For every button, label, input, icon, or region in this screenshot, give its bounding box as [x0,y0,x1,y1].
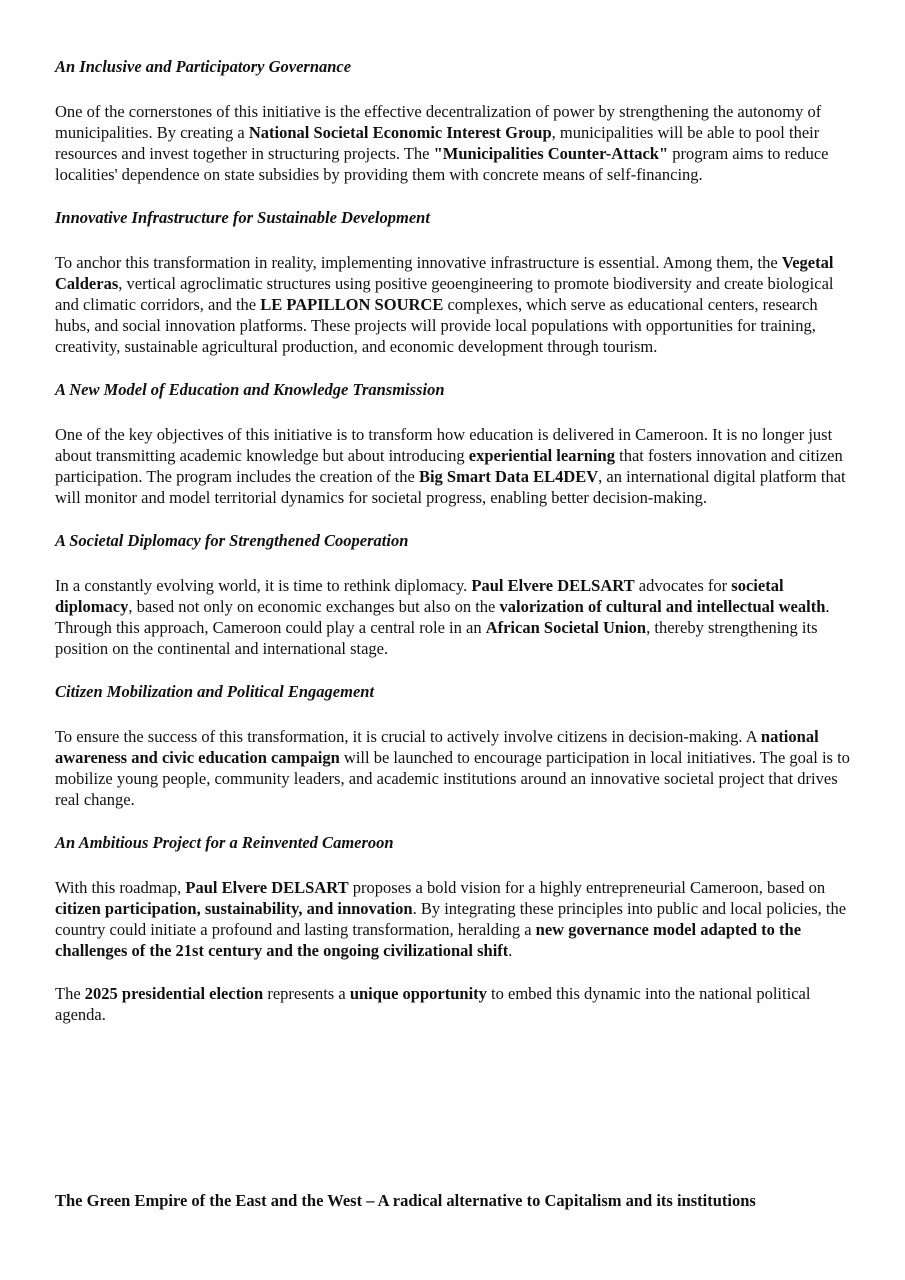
bold-phrase: societal diplomacy [55,576,784,616]
spacer [55,702,855,726]
sections-container [55,56,855,961]
section-paragraph [55,877,855,961]
text-run: , an international digital platform that will monitor and model territorial dynamics for societal progress, enabling better decision-making. [55,467,846,507]
spacer [55,853,855,877]
text-run: . By integrating these principles into public and local policies, the country could initiate a profound and lasting transformation, heralding a [55,899,847,939]
bold-phrase: valorization of cultural and intellectual wealth [499,597,826,616]
text-run: . [508,941,513,960]
bold-phrase: citizen participation, sustainability, and innovation [55,899,413,918]
section-heading: An Inclusive and Participatory Governance [55,57,352,76]
bold-phrase: LE PAPILLON SOURCE [260,295,444,314]
section-paragraph [55,575,855,659]
text-run: To ensure the success of this transformation, it is crucial to actively involve citizens in decision-making. A [55,727,761,746]
text-run: , thereby strengthening its position on the continental and international stage. [55,618,818,658]
text-run: With this roadmap, [55,878,186,897]
closing-paragraph [55,983,855,1025]
spacer [55,508,855,530]
spacer [55,185,855,207]
text-run: , municipalities will be able to pool their resources and invest together in structuring projects. The [55,123,820,163]
text-run: , based not only on economic exchanges but also on the [128,597,500,616]
page-body [55,56,855,1025]
section-paragraph [55,726,855,810]
bold-phrase: African Societal Union [485,618,647,637]
spacer [55,961,855,983]
text-run: represents a [263,984,350,1003]
text-run: One of the key objectives of this initiative is to transform how education is delivered in Cameroon. It is no longer just about transmitting academic knowledge but about introducing [55,425,833,465]
spacer [55,400,855,424]
text-run: complexes, which serve as educational centers, research hubs, and social innovation platforms. These projects will provide local populations with opportunities for training, creativity, sustainable agricultural production, and economic development through tourism. [55,295,818,356]
spacer [55,659,855,681]
section-heading: An Ambitious Project for a Reinvented Cameroon [55,833,394,852]
text-run: advocates for [634,576,732,595]
bold-phrase: Big Smart Data EL4DEV [418,467,599,486]
text-run: One of the cornerstones of this initiative is the effective decentralization of power by strengthening the autonomy of municipalities. By creating a [55,102,822,142]
section-paragraph [55,252,855,357]
text-run: The [55,984,85,1003]
text-run: , vertical agroclimatic structures using positive geoengineering to promote biodiversity and create biological and climatic corridors, and the [55,274,834,314]
section-heading: A Societal Diplomacy for Strengthened Cooperation [55,531,409,550]
bold-phrase: National Societal Economic Interest Group [248,123,552,142]
section-heading: A New Model of Education and Knowledge Transmission [55,380,445,399]
text-run: to embed this dynamic into the national political agenda. [55,984,811,1024]
text-run: will be launched to encourage participation in local initiatives. The goal is to mobilize young people, community leaders, and academic institutions around an innovative societal project that drives real change. [55,748,850,809]
bold-phrase: experiential learning [468,446,615,465]
text-run: To anchor this transformation in reality, implementing innovative infrastructure is essential. Among them, the [55,253,782,272]
bold-phrase: national awareness and civic education campaign [55,727,819,767]
section-paragraph [55,424,855,508]
text-run: program aims to reduce localities' dependence on state subsidies by providing them with concrete means of self-financing. [55,144,829,184]
text-run: In a constantly evolving world, it is time to rethink diplomacy. [55,576,472,595]
bold-phrase: unique opportunity [349,984,487,1003]
section-paragraph [55,101,855,185]
spacer [55,551,855,575]
spacer [55,77,855,101]
section-heading: Innovative Infrastructure for Sustainable Development [55,208,430,227]
spacer [55,810,855,832]
spacer [55,228,855,252]
spacer [55,357,855,379]
bold-phrase: 2025 presidential election [84,984,264,1003]
bold-phrase: "Municipalities Counter-Attack" [433,144,669,163]
bold-phrase: Vegetal Calderas [55,253,834,293]
text-run: . Through this approach, Cameroon could play a central role in an [55,597,830,637]
bold-phrase: Paul Elvere DELSART [185,878,349,897]
text-run: proposes a bold vision for a highly entrepreneurial Cameroon, based on [348,878,826,897]
text-run: that fosters innovation and citizen participation. The program includes the creation of the [55,446,843,486]
bold-phrase: Paul Elvere DELSART [471,576,635,595]
section-heading: Citizen Mobilization and Political Engagement [55,682,375,701]
bold-phrase: new governance model adapted to the challenges of the 21st century and the ongoing civilizational shift [55,920,802,960]
footer-title: The Green Empire of the East and the West – A radical alternative to Capitalism and its institutions [55,1191,756,1210]
